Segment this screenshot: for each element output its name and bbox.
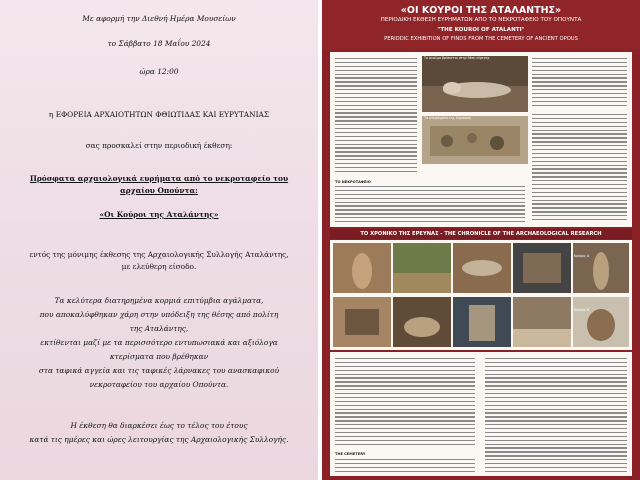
- invitation-text: σας προσκαλεί στην περιοδική έκθεση:: [85, 141, 233, 150]
- exhibition-poster: [322, 0, 640, 480]
- chronicle-photo-2: [393, 243, 451, 293]
- intro-text-col-2: [532, 58, 627, 109]
- description-line-4: εκτίθενται μαζί με τα περισσότερο εντυπωσιακά και αξιόλογα: [40, 338, 278, 347]
- duration-line-1: Η έκθεση θα διαρκέσει έως το τέλος του έτους: [70, 421, 248, 430]
- invitation-panel: [0, 0, 318, 480]
- necropolis-text: [335, 186, 525, 225]
- entry-line: με ελεύθερη είσοδο.: [121, 262, 197, 271]
- poster-intro-sheet: [330, 52, 632, 227]
- chronicle-photo-4: [513, 243, 571, 293]
- poster-subtitle-gr: ΠΕΡΙΟΔΙΚΗ ΕΚΘΕΣΗ ΕΥΡΗΜΑΤΩΝ ΑΠΟ ΤΟ ΝΕΚΡΟΤΑΦΕΙΟ ΤΟΥ ΟΠΟΥΝΤΑ: [380, 17, 582, 23]
- exhibition-name: «Οι Κούροι της Αταλάντης»: [99, 210, 219, 219]
- heading-necropolis: ΤΟ ΝΕΚΡΟΤΑΦΕΙΟ: [335, 180, 371, 184]
- chronicle-photo-6: [333, 297, 391, 347]
- statue-photo: [422, 56, 528, 112]
- chronicle-photo-9: [513, 297, 571, 347]
- poster-header: [322, 0, 640, 50]
- intro-text-col-1: [335, 58, 417, 175]
- heading-cemetery: THE CEMETERY: [335, 452, 366, 456]
- poster-subtitle-en: PERIODIC EXHIBITION OF FINDS FROM THE CEMETERY OF ANCIENT OPOUS: [384, 36, 578, 42]
- bottom-text-col-2: [485, 358, 627, 475]
- chronicle-title: ΤΟ ΧΡΟΝΙΚΟ ΤΗΣ ΕΡΕΥΝΑΣ - THE CHRONICLE OF THE ARCHAEOLOGICAL RESEARCH: [360, 231, 602, 237]
- invitation-date: το Σάββατο 18 Μαΐου 2024: [107, 39, 211, 48]
- poster-title: «ΟΙ ΚΟΥΡΟΙ ΤΗΣ ΑΤΑΛΑΝΤΗΣ»: [400, 5, 562, 16]
- chronicle-photo-7: [393, 297, 451, 347]
- poster-title-en: "THE KOUROI OF ATALANTI": [437, 27, 525, 33]
- chronicle-photo-1: [333, 243, 391, 293]
- chronicle-photo-8: [453, 297, 511, 347]
- kouros-b-caption: Κούρος Β: [574, 308, 589, 312]
- description-line-3: της Αταλάντης,: [129, 324, 189, 333]
- chronicle-bar: [330, 229, 632, 239]
- intro-text-col-3: [532, 114, 627, 223]
- invitation-occasion: Με αφορμή την Διεθνή Ημέρα Μουσείων: [82, 14, 236, 23]
- top-photo-caption: Το άγαλμα βρίσκεται στην θέση εύρεσης: [424, 56, 490, 60]
- description-line-5: κτερίσματα που βρέθηκαν: [109, 352, 209, 361]
- chronicle-photo-5: [573, 243, 629, 293]
- venue-line: εντός της μόνιμης έκθεσης της Αρχαιολογικής Συλλογής Αταλάντης,: [29, 250, 289, 259]
- exhibition-title-1: Πρόσφατα αρχαιολογικά ευρήματα από το νεκροταφείο του: [29, 174, 289, 183]
- bottom-text-col-1: [335, 358, 475, 447]
- chronicle-photo-10: [573, 297, 629, 347]
- mid-photo-caption: Τα κτερίσματα της λάρνακας: [424, 116, 472, 120]
- description-line-2: που αποκαλύφθηκαν χάρη στην υπόδειξη της θέσης από πολίτη: [39, 310, 279, 319]
- bottom-text-col-1b: [335, 459, 475, 475]
- invitation-time: ώρα 12:00: [139, 67, 179, 76]
- description-line-1: Τα κελύτερα διατηρημένα κορμιά επιτύμβια αγάλματα,: [54, 296, 264, 305]
- kouros-a-caption: Κούρος Α: [574, 254, 589, 258]
- exhibition-title-2: αρχαίου Οπούντα:: [120, 186, 198, 195]
- chronicle-photo-3: [453, 243, 511, 293]
- poster-text-sheet: [330, 352, 632, 476]
- description-line-7: νεκροταφείου του αρχαίου Οπούντα.: [89, 380, 229, 389]
- description-line-6: στα ταφικά αγγεία και τις ταφικές λάρνακες του ανασκαφικού: [38, 366, 280, 375]
- invitation-organizer: η ΕΦΟΡΕΙΑ ΑΡΧΑΙΟΤΗΤΩΝ ΦΘΙΩΤΙΔΑΣ ΚΑΙ ΕΥΡΥΤΑΝΙΑΣ: [48, 110, 270, 119]
- grave-goods-photo: [422, 116, 528, 164]
- duration-line-2: κατά τις ημέρες και ώρες λειτουργίας της Αρχαιολογικής Συλλογής.: [29, 435, 289, 444]
